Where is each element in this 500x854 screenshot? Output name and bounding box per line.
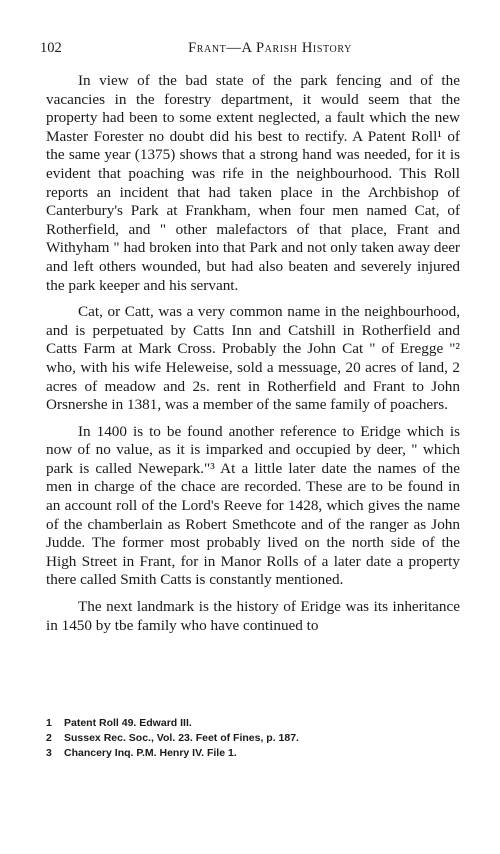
footnotes [46,716,460,761]
footnote-text: Chancery Inq. P.M. Henry IV. File 1. [64,747,237,759]
paragraph: Cat, or Catt, was a very common name in the neighbourhood, and is perpetuated by Catts Inn and Catshill in Rotherfield and Catts Farm at Mark Cross. Probably the John Cat " of Eregge "² who, with his wife Heleweise, sold a messuage, 20 acres of land, 2 acres of meadow and 2s. rent in Rotherfield and Frant to John Orsnershe in 1381, was a member of the same family of poachers. [46,303,460,414]
paragraph: In 1400 is to be found another reference to Eridge which is now of no value, as it is imparked and occupied by deer, " which park is called Newepark."³ At a little later date the names of the men in charge of the chace are recorded. These are to be found in an account roll of the Lord's Reeve for 1428, which gives the name of the chamberlain as Robert Smethcote and of the ranger as John Judde. The former most probably lived on the north side of the High Street in Frant, for in Manor Rolls of a later date a property there called Smith Catts is constantly mentioned. [46,422,460,589]
body-text [46,72,460,643]
footnote-text: Sussex Rec. Soc., Vol. 23. Feet of Fines, p. 187. [64,732,299,744]
running-title: Frant—A Parish History [188,40,352,56]
footnote [46,716,460,731]
footnote-number: 1 [46,717,52,729]
page-number: 102 [40,40,62,56]
paragraph: The next landmark is the history of Eridge was its inheritance in 1450 by tbe family who have continued to [46,598,460,634]
footnote [46,746,460,761]
footnote-text: Patent Roll 49. Edward III. [64,717,192,729]
footnote-number: 3 [46,747,52,759]
footnote-number: 2 [46,732,52,744]
footnote [46,731,460,746]
paragraph: In view of the bad state of the park fencing and of the vacancies in the forestry department, it would seem that the property had been to some extent neglected, a fault which the new Master Forester no doubt did his best to rectify. A Patent Roll¹ of the same year (1375) shows that a strong hand was needed, for it is evident that poaching was rife in the neighbourhood. This Roll reports an incident that had taken place in the Archbishop of Canterbury's Park at Frankham, when four men named Cat, of Rotherfield, and " other malefactors of that place, Frant and Withyham " had broken into that Park and not only taken away deer and left others wounded, but had also beaten and severely injured the park keeper and his servant. [46,72,460,294]
page-header [40,40,460,60]
